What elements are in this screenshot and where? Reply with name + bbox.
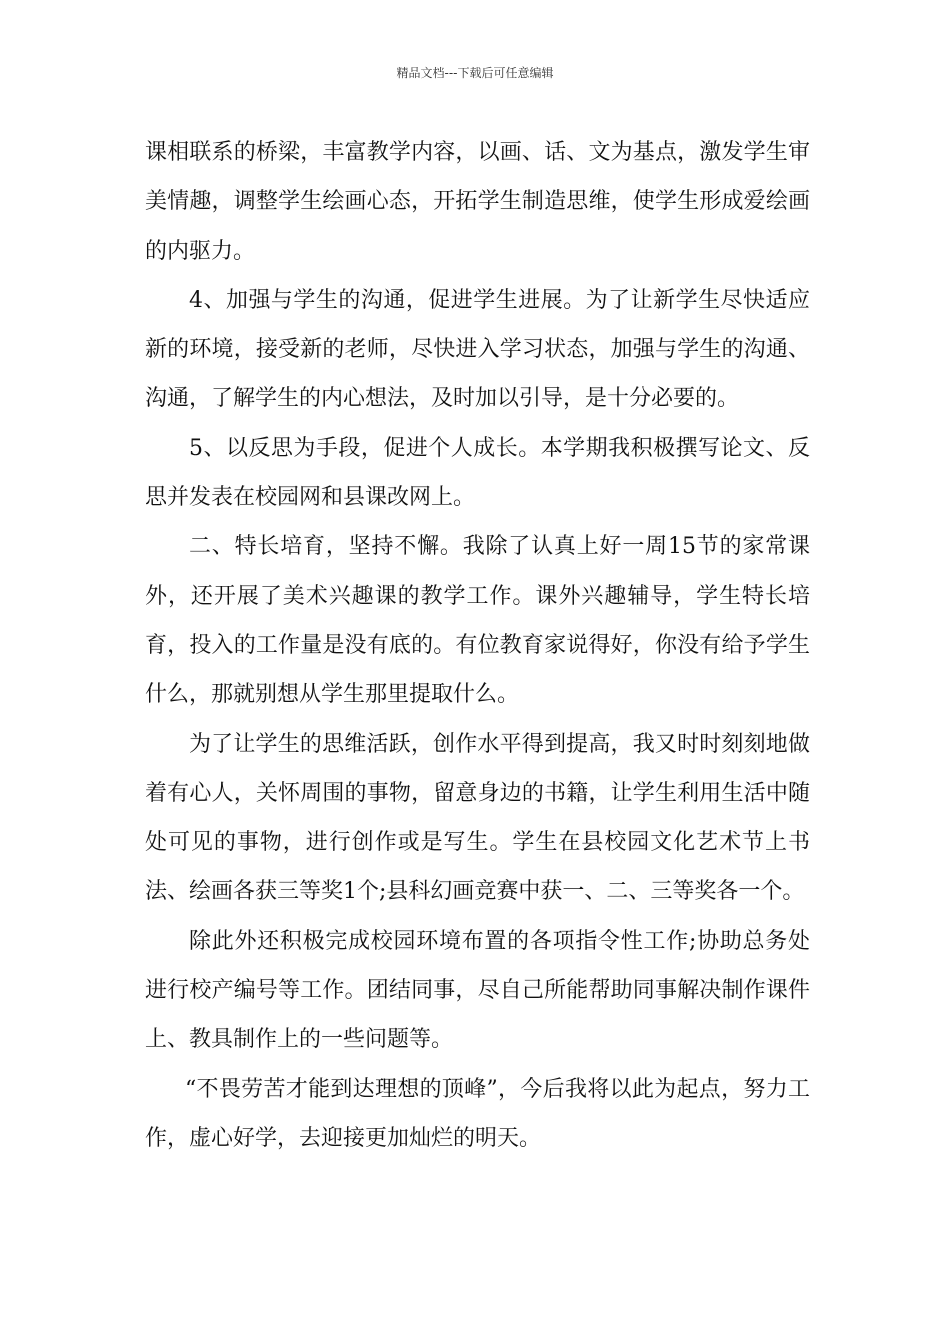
paragraph-continuation: 课相联系的桥梁，丰富教学内容，以画、话、文为基点，激发学生审美情趣，调整学生绘画心态，开拓学生制造思维，使学生形成爱绘画的内驱力。 <box>145 140 810 264</box>
paragraph-section-2: 二、特长培育，坚持不懈。我除了认真上好一周15节的家常课外，还开展了美术兴趣课的教学工作。课外兴趣辅导，学生特长培育，投入的工作量是没有底的。有位教育家说得好，你没有给予学生什么，那就别想从学生那里提取什么。 <box>145 534 810 708</box>
paragraph-item-5: 5、以反思为手段，促进个人成长。本学期我积极撰写论文、反思并发表在校园网和县课改网上。 <box>145 435 810 511</box>
paragraph-other-work: 除此外还积极完成校园环境布置的各项指令性工作;协助总务处进行校产编号等工作。团结同事，尽自己所能帮助同事解决制作课件上、教具制作上的一些问题等。 <box>145 928 810 1053</box>
document-body <box>145 128 810 1163</box>
paragraph-creativity: 为了让学生的思维活跃，创作水平得到提高，我又时时刻刻地做着有心人，关怀周围的事物，留意身边的书籍，让学生利用生活中随处可见的事物，进行创作或是写生。学生在县校园文化艺术节上书法、绘画各获三等奖1个;县科幻画竞赛中获一、二、三等奖各一个。 <box>145 731 810 905</box>
paragraph-closing: “不畏劳苦才能到达理想的顶峰”，今后我将以此为起点，努力工作，虚心好学，去迎接更加灿烂的明天。 <box>145 1076 810 1151</box>
paragraph-item-4: 4、加强与学生的沟通，促进学生进展。为了让新学生尽快适应新的环境，接受新的老师，尽快进入学习状态，加强与学生的沟通、沟通，了解学生的内心想法，及时加以引导，是十分必要的。 <box>145 287 810 412</box>
page-header: 精品文档---下载后可任意编辑 <box>396 66 554 80</box>
